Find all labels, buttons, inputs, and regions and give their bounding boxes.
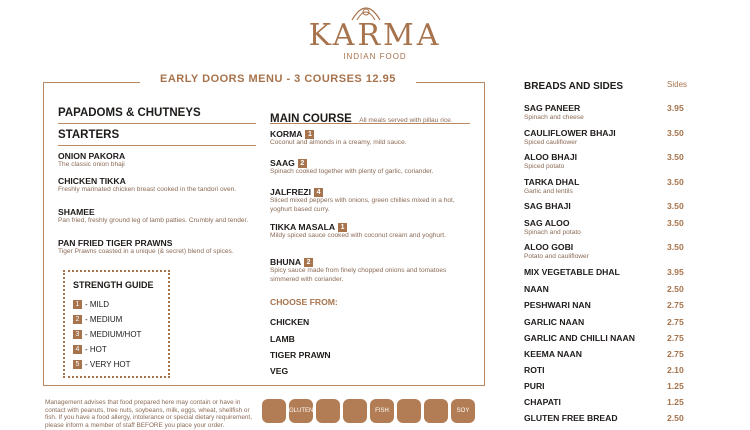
item-description: Sliced mixed peppers with onions, green chillies mixed in a hot, yoghurt based curry.: [270, 197, 455, 213]
strength-badge: 4: [73, 345, 82, 354]
item-description: The classic onion bhaji: [58, 161, 125, 168]
side-price: 3.95: [667, 267, 684, 277]
side-name: NAAN: [524, 284, 549, 294]
nut-icon: [316, 399, 340, 423]
item-description: Pan fried, freshly ground leg of lamb patties. Crumbly and tender.: [58, 217, 249, 224]
main-course-header: [270, 109, 453, 127]
item-name: SHAMEE: [58, 207, 95, 217]
fish-icon: FISH: [370, 399, 394, 423]
item-name: JALFREZI: [270, 187, 312, 197]
strength-label: - HOT: [85, 345, 107, 354]
protein-option: VEG: [270, 366, 289, 376]
starters-heading: STARTERS: [58, 129, 120, 141]
menu-item: [270, 129, 475, 158]
item-name: KORMA: [270, 129, 303, 139]
strength-level: [73, 345, 107, 354]
side-price: 2.10: [667, 365, 684, 375]
side-name: ROTI: [524, 365, 545, 375]
gluten-icon: GLUTEN: [289, 399, 313, 423]
strength-guide: [63, 270, 170, 378]
item-description: Spinach cooked together with plenty of garlic, coriander.: [270, 168, 434, 175]
strength-level: [73, 300, 109, 309]
side-name: GARLIC AND CHILLI NAAN: [524, 333, 635, 343]
soy-icon: SOY: [451, 399, 475, 423]
side-name: ALOO BHAJI: [524, 152, 577, 162]
side-price: 3.50: [667, 177, 684, 187]
strength-level: [73, 315, 122, 324]
side-price: 3.50: [667, 201, 684, 211]
breads-and-sides-heading: BREADS AND SIDES: [524, 81, 624, 92]
side-price: 3.50: [667, 218, 684, 228]
side-price: 3.50: [667, 242, 684, 252]
protein-option: TIGER PRAWN: [270, 350, 331, 360]
strength-label: - VERY HOT: [85, 360, 131, 369]
item-description: Freshly marinated chicken breast cooked in the tandori oven.: [58, 186, 237, 193]
strength-badge: 2: [298, 159, 307, 168]
side-description: Spiced potato: [524, 163, 565, 170]
divider: [270, 123, 470, 124]
side-price: 3.50: [667, 152, 684, 162]
side-name: MIX VEGETABLE DHAL: [524, 267, 620, 277]
side-price: 3.50: [667, 128, 684, 138]
item-name: CHICKEN TIKKA: [58, 176, 126, 186]
side-name: GARLIC NAAN: [524, 317, 585, 327]
side-price: 2.50: [667, 413, 684, 423]
allergy-note: Management advises that food prepared here may contain or have in contact with peanuts, tree nuts, soybeans, milk, eggs, wheat, shellfish or fish. If you have a food allergy, intolerance or special dietary requirement, please inform a member of staff BEFORE you place your order.: [45, 399, 252, 429]
strength-label: - MEDIUM/HOT: [85, 330, 142, 339]
main-course-list: [270, 129, 475, 284]
side-price: 1.25: [667, 381, 684, 391]
strength-level: [73, 330, 141, 339]
menu-item: [58, 151, 258, 176]
side-name: GLUTEN FREE BREAD: [524, 413, 618, 423]
strength-badge: 5: [73, 360, 82, 369]
strength-label: - MILD: [85, 300, 109, 309]
strength-badge: 1: [305, 130, 314, 139]
menu-item: [270, 187, 475, 222]
sides-price-label: Sides: [667, 80, 688, 89]
strength-badge: 4: [314, 188, 323, 197]
side-name: CHAPATI: [524, 397, 561, 407]
protein-option: CHICKEN: [270, 317, 310, 327]
brand-subtitle: INDIAN FOOD: [343, 52, 407, 61]
item-description: Mildy spiced sauce cooked with coconut cream and yoghurt.: [270, 232, 446, 239]
mollusc-icon: [343, 399, 367, 423]
strength-badge: 2: [304, 258, 313, 267]
side-name: PESHWARI NAN: [524, 300, 591, 310]
side-description: Spinach and cheese: [524, 114, 584, 121]
menu-item: [58, 238, 258, 257]
menu-item: [58, 176, 258, 207]
side-name: KEEMA NAAN: [524, 349, 582, 359]
side-name: CAULIFLOWER BHAJI: [524, 128, 616, 138]
menu-item: [270, 158, 475, 187]
side-description: Spiced cauliflower: [524, 139, 578, 146]
item-description: Spicy sauce made from finely chopped onions and tomatoes simmered with coriander.: [270, 267, 447, 283]
menu-item: [270, 222, 475, 257]
side-name: PURI: [524, 381, 545, 391]
main-course-heading: MAIN COURSE: [270, 113, 352, 125]
starters-list: [58, 151, 258, 257]
menu-item: [270, 257, 475, 284]
papadoms-heading: PAPADOMS & CHUTNEYS: [58, 107, 201, 119]
side-price: 2.50: [667, 284, 684, 294]
menu-item: [58, 207, 258, 238]
choose-from-title: CHOOSE FROM:: [270, 297, 338, 307]
side-name: SAG ALOO: [524, 218, 570, 228]
divider: [58, 145, 256, 146]
side-description: Garlic and lentils: [524, 188, 573, 195]
strength-badge: 1: [73, 300, 82, 309]
item-name: TIKKA MASALA: [270, 222, 336, 232]
strength-level: [73, 360, 131, 369]
side-price: 2.75: [667, 317, 684, 327]
strength-badge: 2: [73, 315, 82, 324]
peanut-icon: [262, 399, 286, 423]
strength-label: - MEDIUM: [85, 315, 123, 324]
main-course-note: All meals served with pillau rice.: [359, 117, 453, 124]
milk-icon: [424, 399, 448, 423]
item-description: Tiger Prawns coasted in a unique (& secret) blend of spices.: [58, 248, 234, 255]
strength-badge: 3: [73, 330, 82, 339]
item-name: BHUNA: [270, 257, 302, 267]
side-description: Potato and cauliflower: [524, 253, 589, 260]
side-name: TARKA DHAL: [524, 177, 580, 187]
side-name: SAG BHAJI: [524, 201, 571, 211]
side-name: SAG PANEER: [524, 103, 581, 113]
brand-name: KARMA: [308, 18, 442, 53]
strength-guide-title: STRENGTH GUIDE: [73, 280, 154, 290]
menu-title: EARLY DOORS MENU - 3 COURSES 12.95: [140, 73, 416, 85]
side-description: Spinach and potato: [524, 229, 581, 236]
protein-option: LAMB: [270, 334, 295, 344]
item-description: Coconut and almonds in a creamy, mild sauce.: [270, 139, 407, 146]
side-price: 3.95: [667, 103, 684, 113]
egg-icon: [397, 399, 421, 423]
side-price: 2.75: [667, 349, 684, 359]
divider: [58, 123, 256, 124]
item-name: ONION PAKORA: [58, 151, 126, 161]
item-name: PAN FRIED TIGER PRAWNS: [58, 238, 173, 248]
side-price: 2.75: [667, 333, 684, 343]
side-price: 2.75: [667, 300, 684, 310]
side-name: ALOO GOBI: [524, 242, 574, 252]
strength-badge: 1: [338, 223, 347, 232]
item-name: SAAG: [270, 158, 295, 168]
side-price: 1.25: [667, 397, 684, 407]
